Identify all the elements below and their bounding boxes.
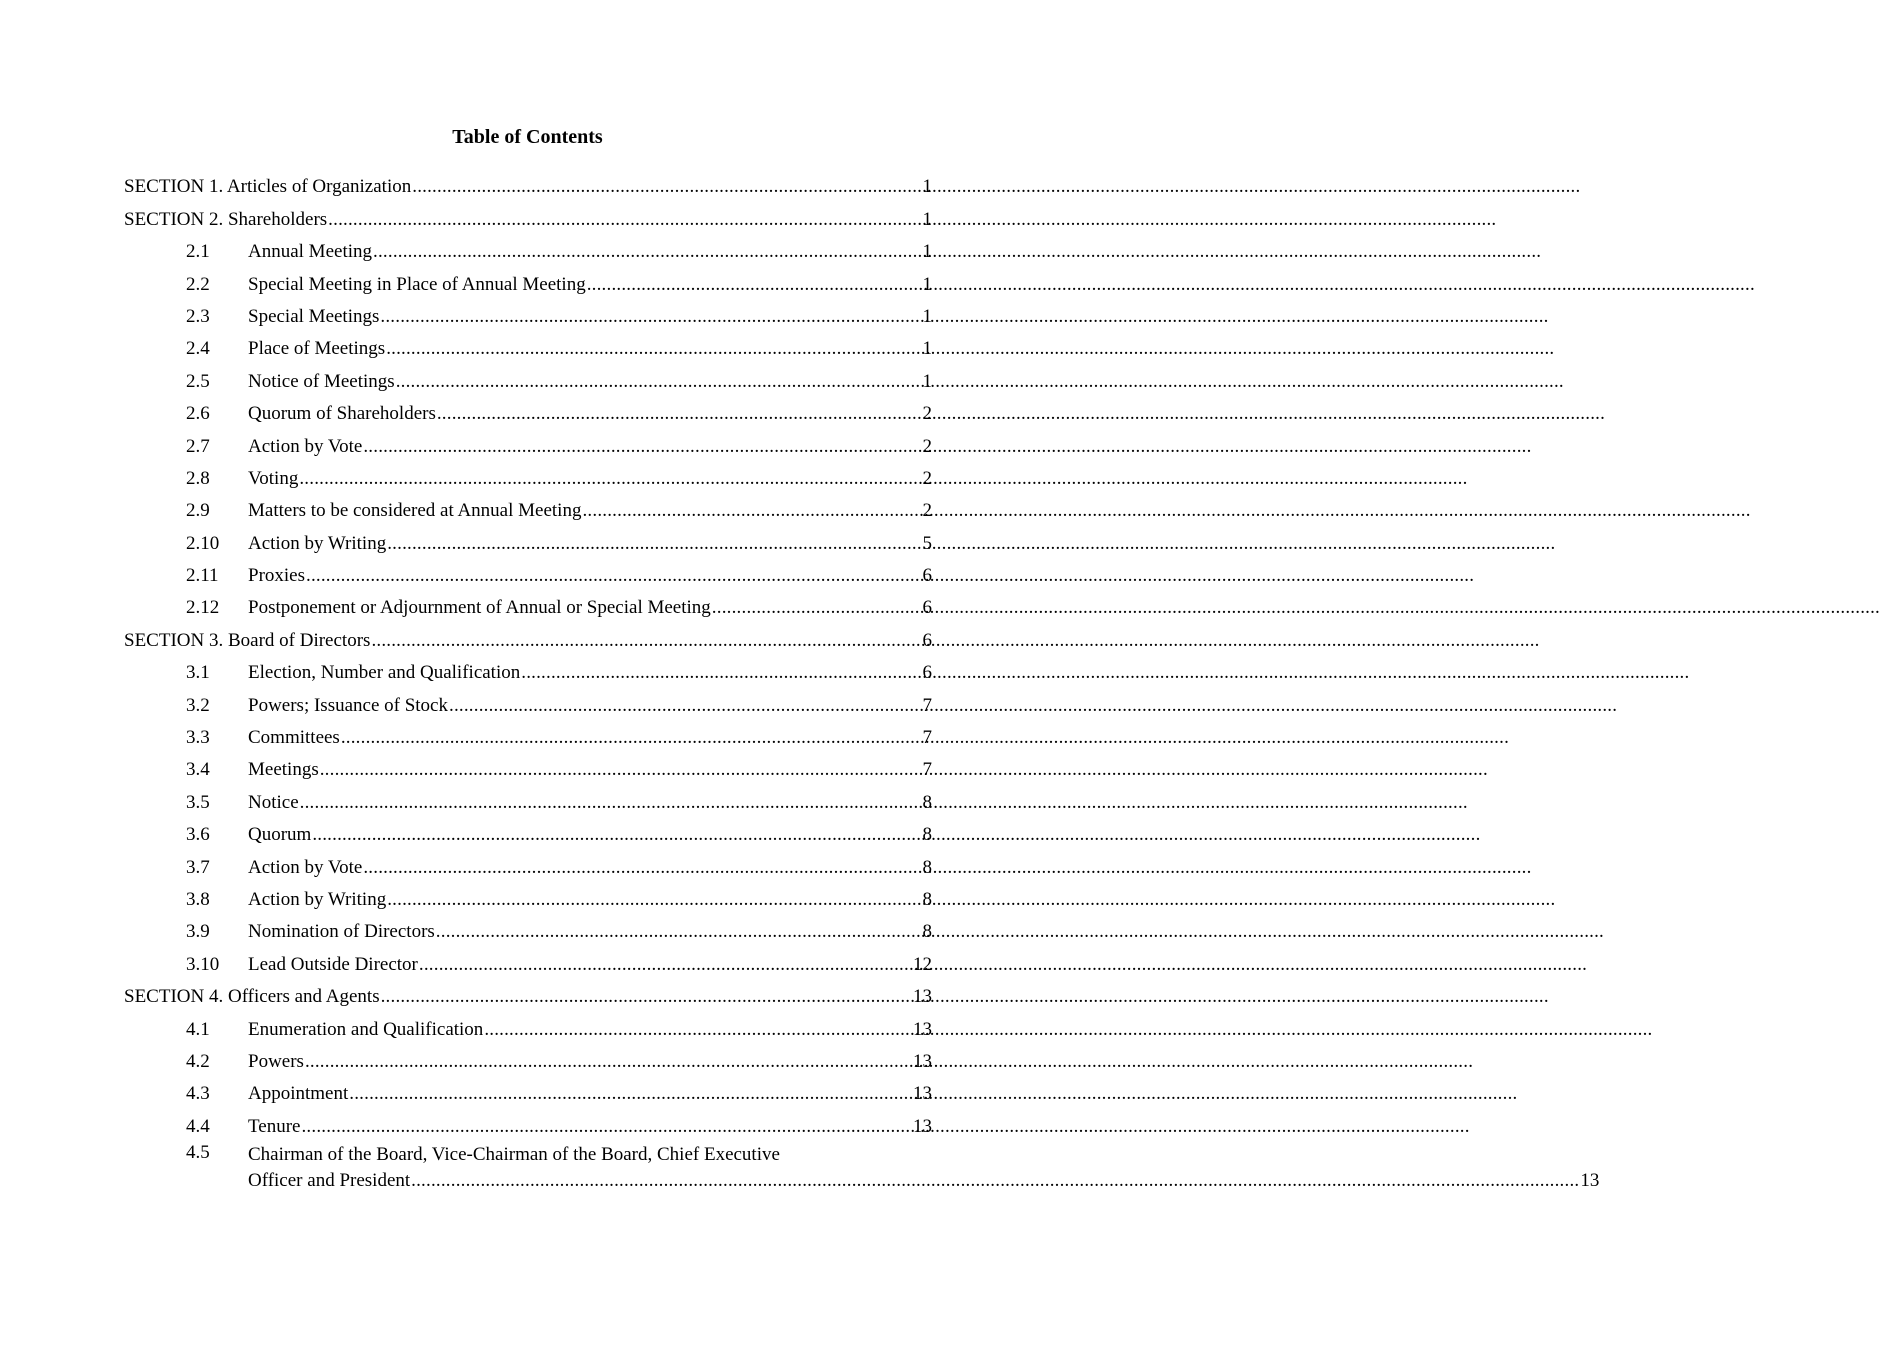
toc-section-entry[interactable]	[124, 168, 932, 200]
leader-dots	[449, 693, 922, 719]
leader-dots	[328, 207, 921, 233]
toc-subsection-entry[interactable]	[124, 330, 932, 362]
toc-page-number: 2	[922, 467, 932, 489]
toc-section-entry[interactable]	[124, 621, 932, 653]
toc-page-number: 1	[922, 338, 932, 360]
toc-entry-number: 4.4	[186, 1115, 210, 1137]
toc-subsection-entry[interactable]	[124, 492, 932, 524]
toc-entry-number: 2.9	[186, 500, 210, 522]
toc-entry-label: Quorum	[248, 824, 312, 846]
toc-entry-number: 4.2	[186, 1050, 210, 1072]
toc-page-number: 13	[913, 1083, 932, 1105]
leader-dots	[363, 855, 921, 881]
toc-entry-label: Action by Writing	[248, 532, 387, 554]
leader-dots	[312, 822, 921, 848]
leader-dots	[387, 887, 921, 913]
toc-page-number: 8	[922, 888, 932, 910]
toc-page-number: 2	[922, 500, 932, 522]
toc-entry-label: Meetings	[248, 759, 319, 781]
toc-entry-number: 4.5	[186, 1141, 210, 1163]
toc-page-number: 13	[1580, 1169, 1600, 1191]
toc-entry-label: Lead Outside Director	[248, 953, 418, 975]
toc-entry-label: Enumeration and Qualification	[248, 1018, 484, 1040]
toc-title: Table of Contents	[452, 126, 603, 148]
toc-page-number: 8	[922, 856, 932, 878]
toc-subsection-entry[interactable]	[124, 1043, 932, 1075]
toc-entry-number: 3.1	[186, 662, 210, 684]
toc-page-number: 13	[913, 1115, 932, 1137]
toc-entry-number: 3.7	[186, 856, 210, 878]
toc-page-number: 6	[922, 662, 932, 684]
toc-entry-label: Notice of Meetings	[248, 370, 395, 392]
toc-entry-number: 3.5	[186, 791, 210, 813]
toc-page-number: 1	[922, 273, 932, 295]
toc-entry-number: 2.10	[186, 532, 220, 554]
toc-entry-label: SECTION 4. Officers and Agents	[124, 986, 380, 1008]
toc-entry-number: 4.1	[186, 1018, 210, 1040]
toc-subsection-entry[interactable]	[124, 654, 932, 686]
leader-dots	[320, 757, 922, 783]
toc-entry-number: 3.2	[186, 694, 210, 716]
toc-subsection-entry[interactable]	[124, 589, 932, 621]
toc-entry-number: 2.12	[186, 597, 220, 619]
toc-page-number: 1	[922, 208, 932, 230]
toc-entry-number: 2.6	[186, 403, 210, 425]
toc-subsection-entry[interactable]	[124, 719, 932, 751]
toc-entry-label: Action by Vote	[248, 856, 363, 878]
toc-subsection-entry[interactable]	[124, 395, 932, 427]
toc-entry-label: Appointment	[248, 1083, 349, 1105]
toc-entry-label: Nomination of Directors	[248, 921, 435, 943]
toc-page-number: 6	[922, 597, 932, 619]
toc-entry-label: Annual Meeting	[248, 241, 373, 263]
toc-subsection-entry[interactable]	[124, 233, 932, 265]
toc-page-number: 2	[922, 403, 932, 425]
toc-entry-number: 4.3	[186, 1083, 210, 1105]
toc-page-number: 8	[922, 791, 932, 813]
toc-page-number: 12	[913, 953, 932, 975]
toc-entry-number: 2.2	[186, 273, 210, 295]
leader-dots	[363, 434, 921, 460]
toc-subsection-entry[interactable]	[124, 783, 932, 815]
toc-entry-number: 3.4	[186, 759, 210, 781]
toc-entry-label: Election, Number and Qualification	[248, 662, 521, 684]
toc-entry-label: Notice	[248, 791, 299, 813]
toc-entry-number: 3.6	[186, 824, 210, 846]
leader-dots	[582, 498, 921, 524]
leader-dots	[300, 790, 922, 816]
toc-page-number: 6	[922, 629, 932, 651]
toc-entry-label: Tenure	[248, 1115, 301, 1137]
toc-subsection-entry[interactable]	[124, 298, 932, 330]
leader-dots	[419, 952, 912, 978]
toc-entry-number: 2.1	[186, 241, 210, 263]
toc-page-number: 7	[922, 727, 932, 749]
leader-dots	[381, 984, 912, 1010]
toc-page-number: 1	[922, 241, 932, 263]
leader-dots	[387, 531, 921, 557]
toc-entry-label: Quorum of Shareholders	[248, 403, 436, 425]
toc-subsection-entry[interactable]	[124, 265, 932, 297]
leader-dots	[386, 336, 921, 362]
leader-dots	[380, 304, 921, 330]
toc-entry-label: Committees	[248, 727, 340, 749]
toc-subsection-entry[interactable]	[124, 1107, 932, 1139]
toc-subsection-entry[interactable]	[124, 848, 932, 880]
toc-entry-label: Matters to be considered at Annual Meeting	[248, 500, 582, 522]
toc-subsection-entry[interactable]	[124, 1075, 932, 1107]
toc-page-number: 5	[922, 532, 932, 554]
toc-entry-label: Action by Vote	[248, 435, 363, 457]
toc-page-number: 7	[922, 694, 932, 716]
toc-subsection-entry[interactable]	[124, 751, 932, 783]
toc-entry-label-line2: Officer and President	[248, 1169, 411, 1191]
toc-entry-label: Postponement or Adjournment of Annual or Special Meeting	[248, 597, 711, 619]
toc-list	[124, 168, 1600, 1194]
toc-page-number: 6	[922, 565, 932, 587]
leader-dots	[306, 563, 922, 589]
toc-section-entry[interactable]	[124, 978, 932, 1010]
leader-dots	[373, 239, 921, 265]
leader-dots	[349, 1081, 912, 1107]
toc-section-entry[interactable]	[124, 200, 932, 232]
toc-subsection-entry[interactable]	[124, 945, 932, 977]
leader-dots	[484, 1017, 912, 1043]
leader-dots	[437, 401, 922, 427]
toc-entry-number: 2.5	[186, 370, 210, 392]
toc-subsection-entry[interactable]	[124, 557, 932, 589]
toc-entry-label: SECTION 3. Board of Directors	[124, 629, 371, 651]
leader-dots	[587, 272, 922, 298]
toc-entry-label: Powers	[248, 1050, 304, 1072]
toc-subsection-entry[interactable]	[124, 460, 932, 492]
toc-entry-label: Chairman of the Board, Vice-Chairman of the Board, Chief Executive	[248, 1143, 780, 1165]
toc-entry-number: 2.8	[186, 467, 210, 489]
toc-subsection-entry[interactable]	[124, 1140, 1600, 1194]
leader-dots	[341, 725, 922, 751]
leader-dots	[299, 466, 921, 492]
leader-dots	[521, 660, 921, 686]
leader-dots	[301, 1114, 912, 1140]
toc-entry-label: Proxies	[248, 565, 305, 587]
toc-entry-label: Voting	[248, 467, 299, 489]
toc-subsection-entry[interactable]	[124, 427, 932, 459]
toc-entry-label: Place of Meetings	[248, 338, 386, 360]
toc-subsection-entry[interactable]	[124, 524, 932, 556]
leader-dots	[396, 369, 922, 395]
toc-subsection-entry[interactable]	[124, 1010, 932, 1042]
toc-page-number: 2	[922, 435, 932, 457]
toc-entry-number: 2.7	[186, 435, 210, 457]
toc-entry-number: 2.3	[186, 305, 210, 327]
toc-entry-number: 3.9	[186, 921, 210, 943]
toc-subsection-entry[interactable]	[124, 686, 932, 718]
toc-entry-number: 3.8	[186, 888, 210, 910]
toc-entry-number: 2.11	[186, 565, 219, 587]
toc-page-number: 1	[922, 305, 932, 327]
toc-entry-number: 3.3	[186, 727, 210, 749]
leader-dots	[712, 595, 922, 621]
leader-dots	[436, 919, 922, 945]
toc-page-number: 13	[913, 986, 932, 1008]
toc-entry-label: Action by Writing	[248, 888, 387, 910]
toc-entry-label: Special Meetings	[248, 305, 380, 327]
toc-entry-number: 2.4	[186, 338, 210, 360]
toc-page-number: 1	[922, 370, 932, 392]
toc-page-number: 13	[913, 1018, 932, 1040]
leader-dots	[371, 628, 921, 654]
toc-entry-label: SECTION 1. Articles of Organization	[124, 176, 412, 198]
toc-page-number: 13	[913, 1050, 932, 1072]
toc-entry-label: Powers; Issuance of Stock	[248, 694, 448, 716]
toc-page-number: 8	[922, 921, 932, 943]
toc-subsection-entry[interactable]	[124, 881, 932, 913]
leader-dots	[411, 1168, 1579, 1194]
toc-subsection-entry[interactable]	[124, 362, 932, 394]
toc-entry-label: Special Meeting in Place of Annual Meeting	[248, 273, 586, 295]
toc-page-number: 7	[922, 759, 932, 781]
toc-entry-number: 3.10	[186, 953, 220, 975]
leader-dots	[305, 1049, 912, 1075]
toc-subsection-entry[interactable]	[124, 913, 932, 945]
toc-page-number: 8	[922, 824, 932, 846]
toc-entry-label: SECTION 2. Shareholders	[124, 208, 328, 230]
toc-subsection-entry[interactable]	[124, 816, 932, 848]
toc-page-number: 1	[922, 176, 932, 198]
leader-dots	[412, 174, 921, 200]
